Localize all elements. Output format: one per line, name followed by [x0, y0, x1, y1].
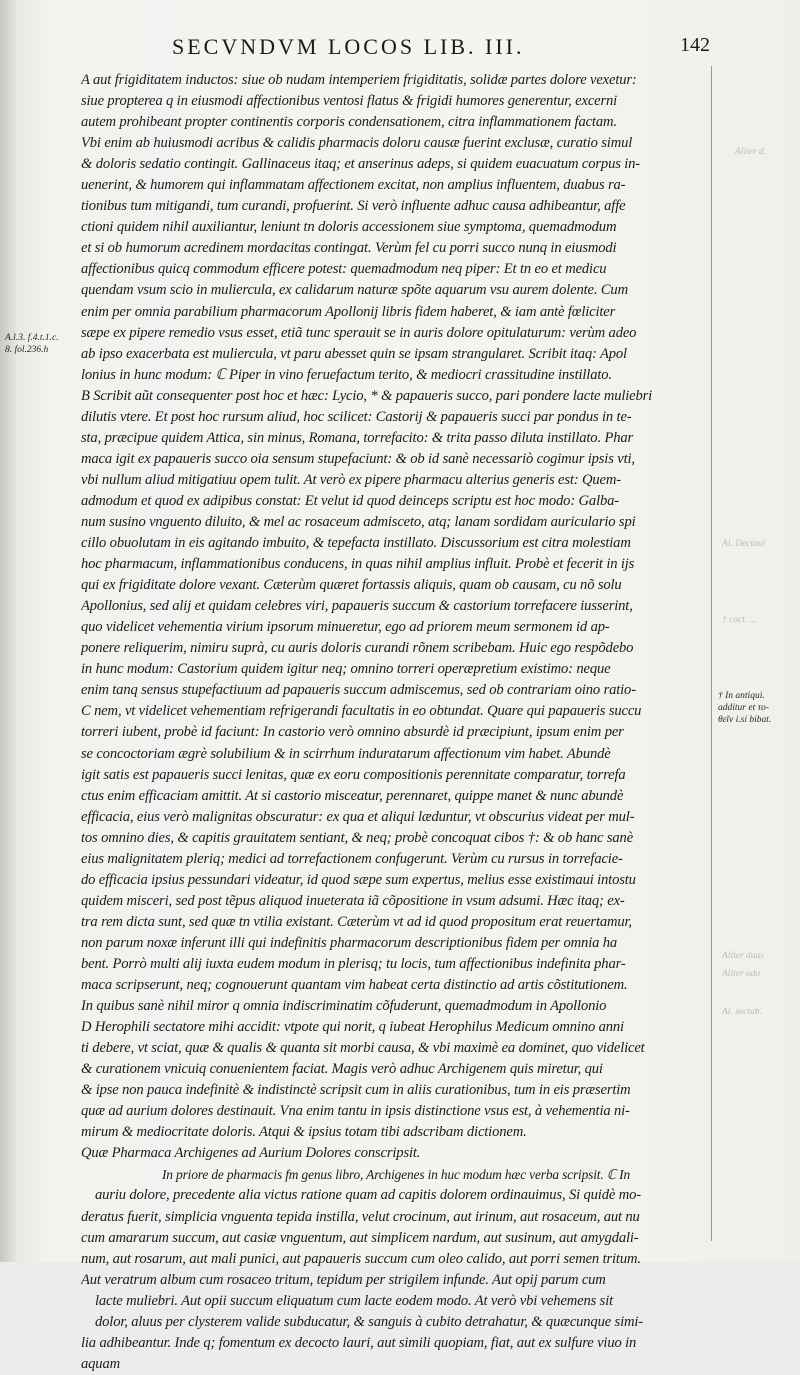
text-line: & doloris sedatio contingit. Gallinaceus itaq; et anserinus adeps, si quidem euacuatum corpus in-	[81, 156, 641, 173]
text-line: B Scribit aũt consequenter post hoc et hæc: Lycio, * & papaueris succo, pari pondere lacte muliebri	[81, 387, 653, 404]
bleed-through-note: Aliter odo	[722, 969, 761, 979]
text-line: & ipse non pauca indefinitè & indistinctè scripsit cum in aliis curationibus, tum in eis præsertim	[81, 1082, 631, 1099]
text-line: vbi nullum aliud mitigatiuu opem tulit. At verò ex pipere pharmacu alterius generis est: Quem-	[81, 471, 621, 488]
margin-note-line: additur et το-	[718, 703, 769, 713]
text-line: cum amararum succum, aut casiæ vnguentum, aut simplicem nardum, aut susinum, aut amygdali-	[81, 1229, 639, 1246]
text-line: torreri iubent, probè id faciunt: In castorio verò omnino absurdè id præcipiunt, ipsum enim per	[81, 724, 624, 741]
text-line: se concoctoriam ægrè solubilium & in scirrhum induratarum affectionum vim habet. Abundè	[81, 745, 611, 762]
text-line: qui ex frigiditate dolore vexant. Cæterùm quæret fortassis aliquis, quam ob causam, cu nõ solu	[81, 577, 622, 594]
text-line: affectionibus quicq commodum efficere potest: quemadmodum neq piper: Et tn eo et medicu	[81, 261, 607, 278]
text-line: auriu dolore, precedente alia victus ratione quam ad capitis dolorem ordinauimus, Si quidè mo-	[95, 1187, 641, 1204]
text-line: sæpe ex pipere remedio vsus esset, etiã tunc sperauit se in auris dolore opitulaturum: verùm adeo	[81, 324, 637, 341]
text-line: maca igit ex papaueris succo oia sensum stupefaciunt: & ob id sanè necessariò cogimur ipsis vti,	[81, 450, 635, 467]
text-line: cillo obuolutam in eis agitando imbuito, & tepefacta instillato. Discussorium est citra molestiam	[81, 535, 631, 552]
text-line: do efficacia ipsius pessundari videatur, id quod sæpe sum expertus, melius esse existimaui intostu	[81, 871, 636, 888]
margin-rule	[711, 66, 712, 1241]
text-line: enim per omnia parabilium pharmacorum Apollonij libris fidem haberet, & iam antè fœliciter	[81, 303, 616, 320]
bleed-through-note: Aliter d.	[735, 147, 767, 157]
text-line: ponere reliquerim, nimiru suprà, cu auris doloris curandi rõnem scribebam. Huic ego respõdebo	[81, 640, 634, 657]
text-line: ctus enim efficaciam amittit. At si castorio misceatur, perennaret, quippe manet & nunc abundè	[81, 787, 624, 804]
text-line: ctioni quidem nihil auxiliantur, leniunt tn doloris accessionem siue symptoma, quemadmodum	[81, 219, 617, 236]
text-line: C nem, vt videlicet vehementiam refrigerandi facultatis in eo obtundat. Quare qui papaueris succu	[81, 703, 642, 720]
running-header	[80, 34, 710, 68]
text-line: hoc pharmacum, inflammationibus conducens, in quas nihil amplius influit. Probè et fecerit in ijs	[81, 556, 635, 573]
bleed-through-note: Aliter duas	[722, 951, 764, 961]
text-line: lonius in hunc modum: ℂ Piper in vino feruefactum terito, & mediocri crassitudine instillato.	[81, 366, 612, 383]
text-line: quæ ad aurium dolores destinauit. Vna enim tantu in ipsis distinctione vsus est, à vehementia ni-	[81, 1103, 630, 1120]
text-line: mirum & mediocritate doloris. Atqui & ipsius totam tibi adscribam dictionem.	[81, 1124, 527, 1141]
text-line: num, aut rosarum, aut mali punici, aut papaueris succum cum oleo calido, aut porri semen tritum.	[81, 1250, 641, 1267]
text-line: autem prohibeant propter continentis corporis condensationem, citra inflammationem factam.	[81, 114, 617, 131]
text-line: Apollonius, sed alij et quidam celebres viri, papaueris succum & castorium torrefacere iusserint,	[81, 598, 633, 615]
bleed-through-note: Al. Dectaui	[722, 539, 766, 549]
text-line: efficacia, eius verò malignitas obscuratur: ex qua et aliqui læduntur, vt obscurius videat per mul-	[81, 808, 635, 825]
text-line: ti debere, vt sciat, quæ & qualis & quanta sit morbi causa, & vbi maximè ea dominet, quo videlicet	[81, 1040, 645, 1057]
text-line: deratus fuerit, simplicia vnguenta tepida instilla, velut crocinum, aut irinum, aut rosaceum, aut nu	[81, 1208, 640, 1225]
margin-reference: A.l.3. f.4.t.1.c.	[5, 333, 59, 343]
bleed-through-note: Al. sectab.	[722, 1007, 762, 1017]
text-line: tionibus tum mitigandi, tum curandi, profuerint. Si verò influente adhuc causa adhibeantur, affe	[81, 198, 626, 215]
text-line: num susino vnguento diluito, & mel ac rosaceum admisceto, atq; lanam sordidam auriculario spi	[81, 513, 636, 530]
text-line: admodum et quod ex adipibus constat: Et velut id quod deinceps scriptu est hoc modo: Galba-	[81, 492, 619, 509]
text-line: ab ipso exacerbata est muliercula, vt paru abesset quin se ipsam strangularet. Scribit itaq: Apol	[81, 345, 627, 362]
text-line: lia adhibeantur. Inde q; fomentum ex decocto lauri, aut simili quopiam, fiat, aut ex sulfure viuo in	[81, 1334, 637, 1351]
text-line: non parum noxæ inferunt illi qui indefinitis pharmacorum descriptionibus fidem per omnia ha	[81, 934, 618, 951]
margin-note-line: † In antiqui.	[718, 691, 765, 701]
text-line: et si ob humorum acredinem mordacitas contingat. Verùm fel cu porri succo nunq in eiusmodi	[81, 240, 617, 257]
text-line: eius malignitatem pleriq; medici ad torrefactionem confugerunt. Verùm cu rursus in torrefacie-	[81, 850, 623, 867]
text-line: dolor, aluus per clysterem valide subducatur, & sanguis à cubito detrahatur, & quæcunque simi-	[95, 1313, 643, 1330]
page-number: 142	[680, 34, 710, 56]
section-heading: In priore de pharmacis fm genus libro, Archigenes in huc modum hæc verba scripsit. ℂ In	[161, 1167, 631, 1183]
margin-note-line: θεῖν i.si bibat.	[718, 715, 772, 725]
text-line: In quibus sanè nihil miror q omnia indiscriminatim cõfuderunt, quemadmodum in Apollonio	[81, 998, 607, 1015]
text-line: Vbi enim ab huiusmodi acribus & calidis pharmacis doloru causæ fuerint exclusæ, curatio simul	[81, 135, 633, 152]
text-line: tos omnino dies, & capitis grauitatem sentiant, & neq; probè concoquat cibos †: & ob hanc sanè	[81, 829, 634, 846]
text-line: quo videlicet vehementia virium ipsorum minueretur, ego ad priorem meum sermonem id ap-	[81, 619, 610, 636]
margin-reference: 8. fol.236.h	[5, 345, 49, 355]
text-line: & curationem vnicuiq conuenientem faciat. Magis verò adhuc Archigenem quis miretur, qui	[81, 1061, 603, 1078]
text-line: bent. Porrò multi alij iuxta eudem modum in plerisq; tu locis, tum affectionibus indefinita phar-	[81, 955, 626, 972]
text-line: enim tanq sensus stupefactiuum ad papaueris succum admiscemus, sed ob contrariam oino ratio-	[81, 682, 636, 699]
text-line: Quæ Pharmaca Archigenes ad Aurium Dolores conscripsit.	[81, 1145, 421, 1162]
bleed-through-note: † coct. ...	[722, 615, 757, 625]
text-line: lacte muliebri. Aut opii succum eliquatum cum lacte eodem modo. At verò vbi vehemens sit	[95, 1292, 613, 1309]
text-line: dilutis vtere. Et post hoc rursum aliud, hoc scilicet: Castorij & papaueris succi par pondus in te-	[81, 408, 632, 425]
text-line: uenerint, & humorem qui inflammatam affectionem excitat, non amplius influentem, duabus ra-	[81, 177, 626, 194]
text-line: igit satis est papaueris succi lenitas, quæ ex eoru compositionis perennitate comparatur, torrefa	[81, 766, 626, 783]
text-line: A aut frigiditatem inductos: siue ob nudam intemperiem frigiditatis, solidæ partes dolore vexetur:	[81, 72, 637, 88]
text-line: sta, præcipue quidem Attica, sin minus, Romana, torrefacito: & trita passo diluta instillato. Phar	[81, 429, 634, 446]
text-line: siue propterea q in eiusmodi affectionibus ventosi flatus & frigidi humores generentur, excerni	[81, 93, 618, 110]
text-line: quendam vsum scio in muliercula, ex calidarum naturæ spõte aquarum vsu aurem dolente. Cum	[81, 282, 628, 299]
text-line: maca scripserunt, neq; cognouerunt quantam vim habeat certa distinctio ad artis cõstitutionem.	[81, 977, 628, 994]
text-line: Aut veratrum album cum rosaceo tritum, tepidum per strigilem infunde. Aut opij parum cum	[81, 1271, 606, 1288]
binding-gutter	[0, 0, 16, 1262]
text-line: tra rem dicta sunt, sed quæ tn vtilia existant. Cæterùm vt ad id quod propositum erat reuertamur,	[81, 913, 632, 930]
text-line: in hunc modum: Castorium quidem igitur neq; omnino torreri operæpretium existimo: neque	[81, 661, 611, 678]
running-title: SECVNDVM LOCOS LIB. III.	[172, 34, 525, 59]
text-line: aquam	[81, 1355, 120, 1372]
text-line: quidem misceri, sed post tẽpus aliquod inueterata iã cõpositione in vsum adsumi. Hæc itaq; ex-	[81, 892, 625, 909]
text-line: D Herophili sectatore mihi accidit: vtpote qui norit, q iubeat Herophilus Medicum omnino anni	[81, 1019, 624, 1036]
main-text-block	[81, 70, 711, 1375]
